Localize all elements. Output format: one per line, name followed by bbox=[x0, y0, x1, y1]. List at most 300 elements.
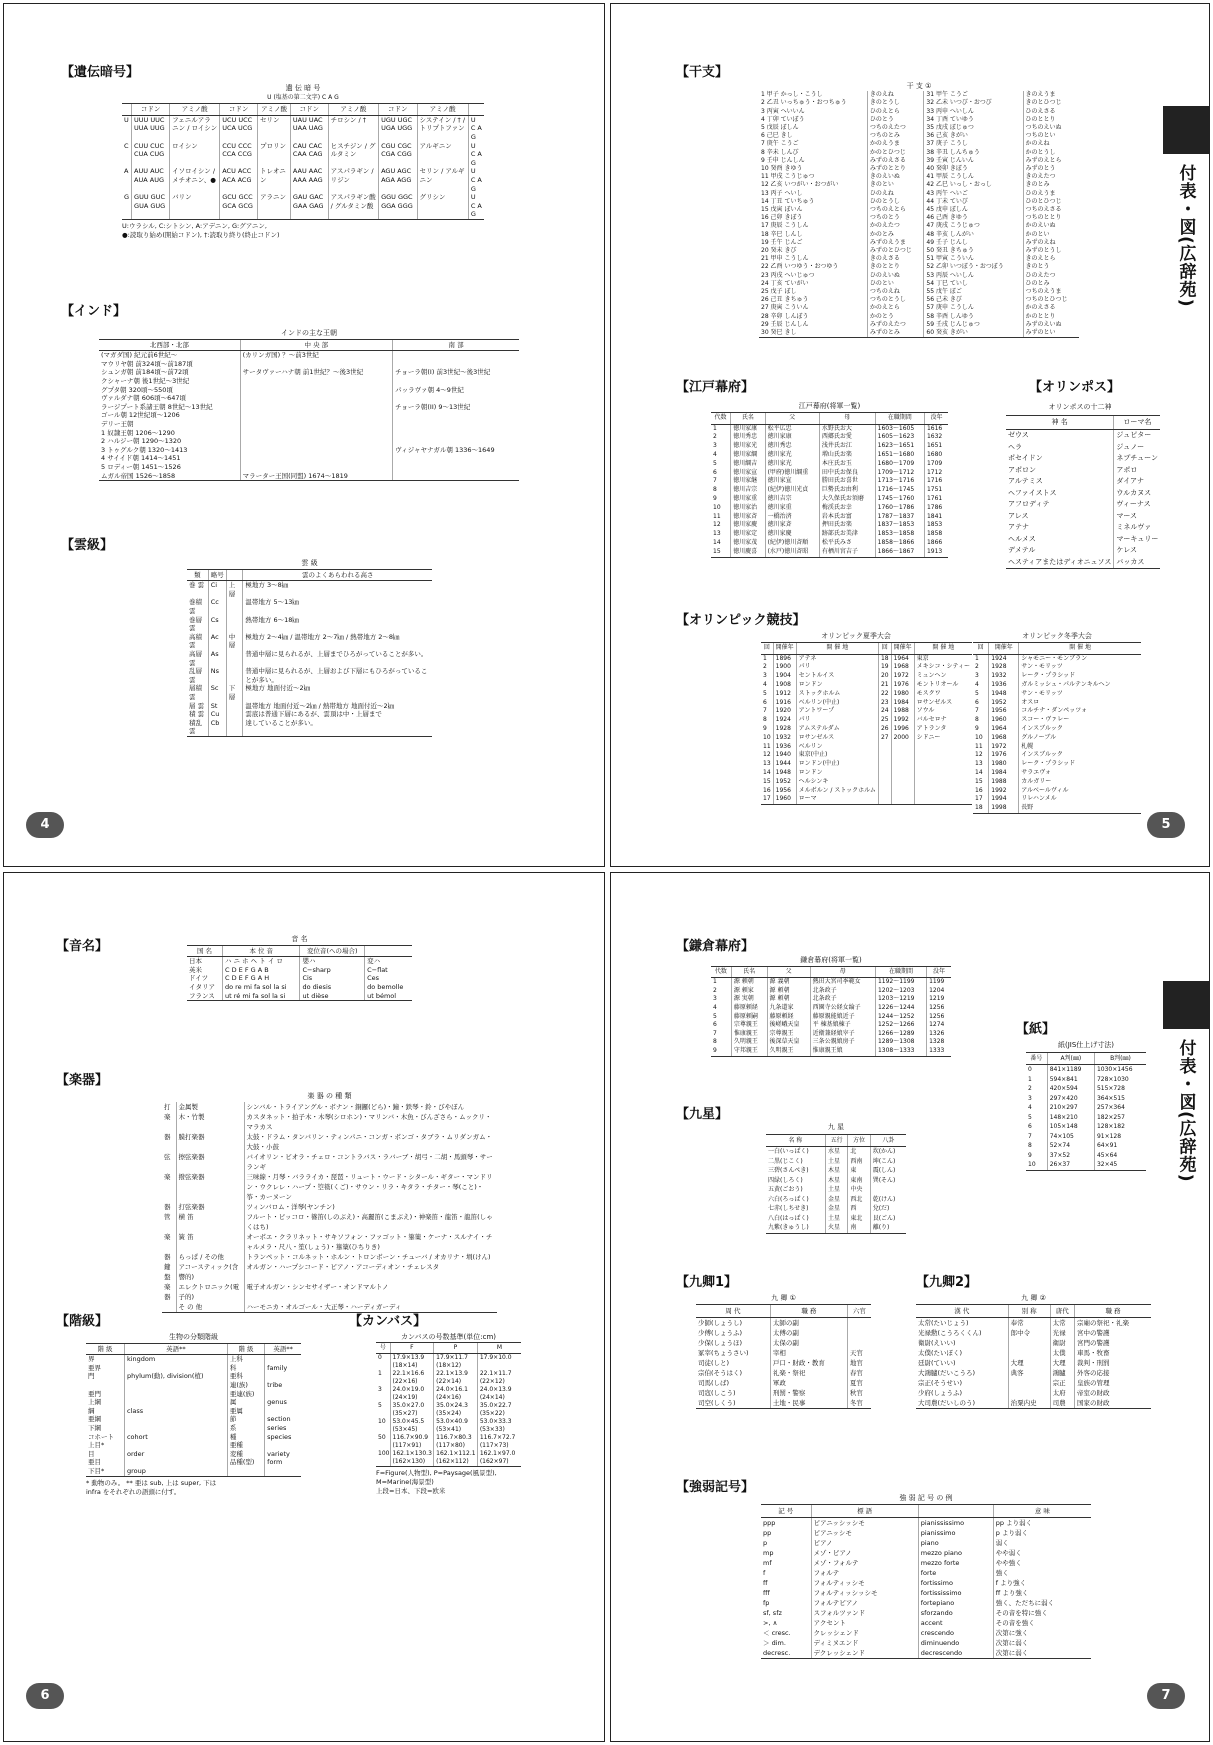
table-cell: 1761 bbox=[924, 495, 948, 504]
table-cell bbox=[393, 472, 519, 481]
kyusei-caption: 九 星 bbox=[827, 1123, 845, 1131]
table-cell: 1992 bbox=[989, 787, 1019, 796]
table-cell: ひのえさる bbox=[1023, 108, 1079, 116]
table-cell: 鍵盤 bbox=[164, 1263, 171, 1281]
table-cell: 宗伯(そうはく) bbox=[698, 1369, 743, 1377]
table-cell: コルチナ・ダンペッツォ bbox=[1019, 707, 1141, 716]
table-cell: レーク・プラシッド bbox=[1019, 672, 1141, 681]
table-cell: 23 丙戌 へいじゅつ bbox=[761, 271, 815, 279]
table-cell: 420×594 bbox=[1047, 1084, 1094, 1094]
table-cell: 18 bbox=[878, 654, 891, 663]
table-cell: 温帯地方 地面付近〜2㎞ / 熱帯地方 地面付近〜2㎞ bbox=[243, 702, 432, 711]
page-number: 7 bbox=[1147, 1683, 1185, 1709]
table-cell: pp より弱く bbox=[993, 1518, 1091, 1529]
column-header: ローマ名 bbox=[1114, 415, 1161, 430]
table-cell: 148×210 bbox=[1047, 1113, 1094, 1123]
table-row bbox=[1006, 442, 1160, 454]
heading-kaikyu: 【階級】 bbox=[56, 1314, 109, 1329]
table-cell: 15 bbox=[975, 777, 983, 785]
table-cell bbox=[891, 769, 914, 778]
kaikyu-table bbox=[86, 1333, 301, 1503]
table-row bbox=[761, 1618, 1091, 1628]
table-cell: メゾ・ピアノ bbox=[811, 1548, 918, 1558]
table-cell: 34 丁酉 ていゆう bbox=[924, 116, 1023, 124]
table-cell: 5 bbox=[975, 689, 979, 697]
table-row bbox=[761, 1608, 1091, 1618]
table-cell: 亜界 bbox=[88, 1363, 101, 1372]
table-row bbox=[766, 1185, 906, 1195]
table-cell: 515×728 bbox=[1094, 1084, 1146, 1094]
table-cell: 藤原頼経 bbox=[767, 1013, 810, 1022]
table-cell: 1 bbox=[975, 654, 979, 662]
column-header: 北西部・北部 bbox=[99, 339, 240, 351]
table-cell: Cc bbox=[208, 598, 226, 615]
table-cell: 押田氏お楽 bbox=[819, 521, 875, 530]
table-cell: ヘスティアまたはディオニュソス bbox=[1006, 557, 1114, 569]
column-header: 略号 bbox=[208, 569, 226, 581]
table-cell: 1920 bbox=[773, 707, 796, 716]
table-cell: アルギニン bbox=[417, 142, 468, 168]
table-cell: ローマ bbox=[796, 795, 878, 804]
table-cell: 53.0×45.5 (53×45) bbox=[390, 1418, 434, 1434]
table-row bbox=[99, 411, 519, 420]
table-cell bbox=[878, 751, 891, 760]
column-header: 中 央 部 bbox=[240, 339, 392, 351]
table-cell: サラエヴォ bbox=[1019, 769, 1141, 778]
table-cell: ベルリン(中止) bbox=[796, 699, 878, 708]
heading-kami: 【紙】 bbox=[1016, 1022, 1056, 1037]
table-cell: 24 bbox=[878, 707, 891, 716]
table-row bbox=[99, 437, 519, 446]
table-cell bbox=[393, 429, 519, 438]
heading-kyusei: 【九星】 bbox=[676, 1107, 729, 1122]
table-row bbox=[759, 304, 1079, 312]
table-row bbox=[162, 1232, 497, 1252]
table-cell: みずのととり bbox=[867, 165, 924, 173]
table-cell: やや強く bbox=[993, 1558, 1091, 1568]
table-cell: 震(しん) bbox=[870, 1166, 906, 1176]
table-cell: 2 bbox=[975, 663, 979, 671]
table-cell: 17 bbox=[761, 795, 773, 804]
table-cell: 297×420 bbox=[1047, 1094, 1094, 1104]
page-number: 4 bbox=[26, 812, 64, 838]
table-cell: マース bbox=[1114, 511, 1161, 523]
column-header: 回 bbox=[878, 642, 891, 654]
table-cell: 西郷氏お愛 bbox=[819, 433, 875, 442]
table-cell: 1994 bbox=[989, 795, 1019, 804]
table-cell: 司農 bbox=[1050, 1398, 1074, 1409]
table-row bbox=[759, 313, 1079, 321]
table-cell: 4 bbox=[763, 680, 767, 688]
table-cell bbox=[878, 778, 891, 787]
table-cell: 0 bbox=[378, 1354, 382, 1361]
table-cell: フォルティッシモ bbox=[811, 1578, 918, 1588]
table-cell: 下層 bbox=[226, 684, 243, 701]
table-cell: スフォルツァンド bbox=[811, 1608, 918, 1618]
table-row bbox=[1006, 511, 1160, 523]
table-cell bbox=[265, 1390, 301, 1399]
table-cell: 変種 bbox=[227, 1450, 264, 1459]
column-header: 英語** bbox=[124, 1343, 227, 1355]
table-cell: 1841 bbox=[924, 513, 948, 522]
table-cell: 岩本氏お富 bbox=[819, 513, 875, 522]
table-cell: 1932 bbox=[989, 672, 1019, 681]
table-cell: 52 乙卯 いつぼう・おつぼう bbox=[924, 263, 1023, 271]
table-cell: 長野 bbox=[1019, 804, 1141, 813]
table-cell: ストックホルム bbox=[796, 690, 878, 699]
table-row bbox=[122, 115, 484, 141]
table-cell: ut dièse bbox=[300, 992, 365, 1001]
table-cell: 西 bbox=[848, 1204, 870, 1214]
table-cell: GUU GUC GUA GUG bbox=[132, 193, 170, 219]
table-cell: アルベールヴィル bbox=[1019, 787, 1141, 796]
table-cell: 1928 bbox=[773, 725, 796, 734]
table-cell: U C A G bbox=[468, 167, 484, 193]
table-cell: f より強く bbox=[993, 1578, 1091, 1588]
table-cell: 大鴻臚(だいこうろ) bbox=[918, 1369, 976, 1377]
table-cell: 1787〜1837 bbox=[875, 513, 924, 522]
table-cell: みずのとうし bbox=[1023, 247, 1079, 255]
table-cell: 亜科 bbox=[227, 1372, 264, 1381]
table-cell: 31 甲午 こうご bbox=[924, 91, 1023, 99]
table-cell: family bbox=[265, 1364, 301, 1373]
table-cell: 7 bbox=[1028, 1132, 1032, 1140]
table-cell: 極地方 2〜4㎞ / 温帯地方 2〜7㎞ / 熱帯地方 2〜8㎞ bbox=[243, 633, 432, 650]
table-cell: 坤(こん) bbox=[870, 1157, 906, 1167]
table-row bbox=[86, 1415, 301, 1424]
column-header: 母 bbox=[810, 966, 875, 978]
side-tab bbox=[1163, 106, 1209, 308]
table-cell: 44 丁未 ていび bbox=[924, 198, 1023, 206]
table-cell: 1 bbox=[713, 424, 717, 432]
table-cell: インスブルック bbox=[1019, 725, 1141, 734]
table-cell: 徳川家綱 bbox=[731, 451, 765, 460]
table-cell: Cu bbox=[208, 710, 226, 719]
column-header: A判(㎜) bbox=[1047, 1052, 1094, 1065]
table-cell: 1853 bbox=[924, 521, 948, 530]
table-cell: 182×257 bbox=[1094, 1113, 1146, 1123]
column-header: 周 代 bbox=[696, 1305, 770, 1318]
table-cell: Sc bbox=[208, 684, 226, 701]
table-cell: マラーター王国(同盟) 1674〜1819 bbox=[240, 472, 392, 481]
table-cell: フォルテピアノ bbox=[811, 1598, 918, 1608]
table-row bbox=[761, 690, 972, 699]
table-cell: つちのえうま bbox=[1023, 288, 1079, 296]
table-row bbox=[761, 795, 972, 804]
table-cell: 惟康親王 bbox=[731, 1030, 767, 1039]
table-cell: accent bbox=[918, 1618, 993, 1628]
table-cell: series bbox=[265, 1424, 301, 1433]
table-cell: 裁判・刑罰 bbox=[1074, 1358, 1151, 1368]
heading-edo: 【江戸幕府】 bbox=[676, 380, 755, 395]
table-cell: AGU AGC AGA AGG bbox=[379, 167, 417, 193]
table-cell: 2 bbox=[1028, 1085, 1032, 1092]
table-cell: 土地・民事 bbox=[770, 1398, 847, 1409]
table-cell: 積乱雲 bbox=[187, 719, 208, 737]
table-cell bbox=[870, 1185, 906, 1195]
table-cell: 宗廟の祭祀・礼楽 bbox=[1074, 1318, 1151, 1329]
table-cell: ロンドン bbox=[796, 681, 878, 690]
table-cell: みずのとい bbox=[1023, 329, 1079, 338]
table-cell: 1980 bbox=[989, 760, 1019, 769]
table-cell: 徳川家光 bbox=[731, 442, 765, 451]
table-cell: ロサンゼルス bbox=[914, 699, 972, 708]
table-cell: sf, sfz bbox=[763, 1609, 782, 1617]
table-cell: 太府 bbox=[1050, 1388, 1074, 1398]
table-row bbox=[162, 1252, 497, 1262]
table-cell: アントワープ bbox=[796, 707, 878, 716]
table-cell: 巻 雲 bbox=[189, 581, 205, 590]
table-cell: 二黒(じこく) bbox=[768, 1157, 803, 1165]
table-cell: フォルテ bbox=[811, 1568, 918, 1578]
table-row bbox=[761, 1548, 1091, 1558]
winter-olympics-table bbox=[973, 632, 1141, 822]
table-cell: 2 bbox=[713, 433, 717, 441]
heading-olympus: 【オリンポス】 bbox=[1029, 380, 1121, 395]
table-cell: 大理 bbox=[1008, 1358, 1050, 1368]
column-header: 没年 bbox=[924, 412, 948, 424]
table-row bbox=[711, 451, 948, 460]
table-cell: 宮中の警護 bbox=[1074, 1328, 1151, 1338]
table-cell: 26 bbox=[878, 725, 891, 734]
table-cell: アポロ bbox=[1114, 465, 1161, 477]
table-cell: 三碧(さんぺき) bbox=[768, 1167, 809, 1174]
heading-india: 【インド】 bbox=[61, 304, 127, 319]
table-cell: 6 bbox=[713, 468, 717, 476]
table-cell bbox=[393, 454, 519, 463]
table-row bbox=[86, 1424, 301, 1433]
table-row bbox=[973, 681, 1141, 690]
table-cell: 層 雲 bbox=[189, 701, 205, 710]
column-header: 記 号 bbox=[761, 1505, 811, 1518]
column-header: コドン bbox=[132, 104, 170, 116]
table-cell: パッラヴァ朝 4〜9世紀 bbox=[393, 386, 519, 395]
table-cell: 105×148 bbox=[1047, 1122, 1094, 1132]
table-cell: 18 bbox=[973, 804, 989, 813]
table-cell: 9 壬申 じんしん bbox=[761, 156, 805, 164]
table-cell: 24 丁亥 ていがい bbox=[761, 279, 809, 287]
table-cell: モントリオール bbox=[914, 681, 972, 690]
table-cell: fortepiano bbox=[918, 1598, 993, 1608]
table-cell: tribe bbox=[265, 1381, 301, 1390]
table-cell: アテネ bbox=[796, 654, 878, 663]
table-cell: 6 bbox=[1028, 1123, 1032, 1130]
column-header: P bbox=[434, 1343, 478, 1354]
table-cell: 徳川慶喜 bbox=[731, 548, 765, 557]
table-row bbox=[761, 1628, 1091, 1638]
table-row bbox=[761, 1568, 1091, 1578]
table-cell: つちのとみ bbox=[867, 132, 924, 140]
table-cell bbox=[226, 710, 243, 719]
table-cell: アフロディテ bbox=[1008, 500, 1050, 508]
table-cell: decresc. bbox=[761, 1648, 811, 1659]
table-cell bbox=[227, 1467, 264, 1476]
table-cell: ヘラ bbox=[1008, 442, 1022, 451]
table-row bbox=[187, 983, 412, 992]
table-cell: 116.7×72.7 (117×73) bbox=[477, 1434, 521, 1450]
table-cell: ひのえいぬ bbox=[867, 272, 924, 280]
table-cell: ppp bbox=[763, 1519, 776, 1527]
table-cell: 強く、ただちに弱く bbox=[993, 1598, 1091, 1608]
table-cell: ピアニッシッシモ bbox=[811, 1518, 918, 1529]
table-row bbox=[711, 1004, 951, 1013]
table-cell: 中央 bbox=[848, 1185, 870, 1195]
table-row bbox=[761, 1638, 1091, 1648]
canvas-note: F=Figure(人物型), P=Paysage(風景型), M=Marine(海景型) 上段=日本、下段=欧米 bbox=[376, 1469, 497, 1495]
table-row bbox=[86, 1467, 301, 1476]
table-cell: きのととり bbox=[867, 263, 924, 271]
table-cell: 162.1×130.3 (162×130) bbox=[390, 1450, 434, 1467]
table-cell: 1896 bbox=[773, 654, 796, 663]
kyukei2-table bbox=[916, 1293, 1151, 1418]
table-cell: 1716〜1745 bbox=[875, 486, 924, 495]
table-cell: 増山氏お楽 bbox=[819, 451, 875, 460]
table-row bbox=[916, 1338, 1151, 1348]
table-cell: デメテル bbox=[1008, 546, 1036, 554]
table-cell: きのえうま bbox=[1023, 91, 1079, 99]
table-row bbox=[761, 1588, 1091, 1598]
table-cell: エレクトロニック(電子的) bbox=[176, 1282, 244, 1302]
table-cell: 7 bbox=[975, 707, 979, 715]
table-cell: つちのえいぬ bbox=[1023, 124, 1079, 132]
table-cell: 35.0×22.7 (35×22) bbox=[477, 1402, 521, 1418]
table-cell: 1912 bbox=[773, 690, 796, 699]
table-cell: 25 戊子 ぼし bbox=[761, 288, 797, 296]
table-row bbox=[759, 181, 1079, 189]
table-cell: 53.0×40.9 (53×41) bbox=[434, 1418, 478, 1434]
table-cell bbox=[914, 778, 972, 787]
table-cell: 841×1189 bbox=[1047, 1065, 1094, 1075]
table-cell: サン・モリッツ bbox=[1019, 663, 1141, 672]
table-cell bbox=[226, 667, 243, 684]
table-cell: mp bbox=[763, 1549, 774, 1557]
table-cell: ベルリン bbox=[796, 743, 878, 752]
table-row bbox=[973, 690, 1141, 699]
table-cell: 徳川家茂 bbox=[731, 539, 765, 548]
column-header: コドン bbox=[290, 104, 328, 116]
column-header: 父 bbox=[767, 966, 810, 978]
table-cell: 43 丙午 へいご bbox=[924, 190, 1023, 198]
table-cell: 1252〜1266 bbox=[875, 1021, 926, 1030]
table-cell: ＜ cresc. bbox=[763, 1629, 791, 1637]
table-cell: ピアニッシモ bbox=[811, 1528, 918, 1538]
table-row bbox=[187, 684, 432, 701]
table-cell: 14 丁丑 ていちゅう bbox=[761, 197, 815, 205]
table-row bbox=[162, 1212, 497, 1232]
table-cell: 1952 bbox=[989, 699, 1019, 708]
column-header: 開 催 地 bbox=[914, 642, 972, 654]
table-cell: 系 bbox=[227, 1424, 264, 1433]
kyojaku-caption: 強 弱 記 号 の 例 bbox=[899, 1494, 953, 1502]
table-cell bbox=[1008, 1338, 1050, 1348]
table-cell: 64×91 bbox=[1094, 1141, 1146, 1151]
table-cell: ネプチューン bbox=[1114, 453, 1161, 465]
table-cell: 11 bbox=[975, 742, 983, 750]
table-row bbox=[761, 760, 972, 769]
table-row bbox=[761, 1558, 1091, 1568]
table-cell: 西園寺公経女綸子 bbox=[810, 1004, 875, 1013]
table-cell: 源 義朝 bbox=[767, 978, 810, 987]
table-cell: 210×297 bbox=[1047, 1103, 1094, 1113]
column-header: 階 級 bbox=[86, 1343, 124, 1355]
table-cell: 東京 bbox=[914, 654, 972, 663]
table-cell: 22.1×11.7 (22×12) bbox=[477, 1370, 521, 1386]
column-header: 漢 代 bbox=[916, 1305, 1008, 1318]
table-cell: 梅渓氏お幸 bbox=[819, 504, 875, 513]
table-row bbox=[766, 1157, 906, 1167]
table-cell: ロンドン bbox=[796, 769, 878, 778]
table-cell: 五黄(ごおう) bbox=[768, 1186, 803, 1193]
table-cell: 1030×1456 bbox=[1094, 1065, 1146, 1075]
side-tab-block bbox=[1163, 981, 1209, 1029]
table-cell: 1204 bbox=[927, 987, 951, 996]
table-cell bbox=[240, 386, 392, 395]
table-cell bbox=[240, 403, 392, 412]
table-cell: 太鼓・ドラム・タンバリン・ティンパニ・コンガ・ボンゴ・タブラ・ムリダンガム・大鼓・小鼓 bbox=[244, 1132, 497, 1152]
table-cell: 普通中層に見られるが、上層までひろがっていることが多い。 bbox=[243, 650, 432, 667]
table-row bbox=[99, 351, 519, 360]
table-cell: 打弦楽器 bbox=[176, 1202, 244, 1212]
table-cell: 南 bbox=[848, 1223, 870, 1233]
table-cell: 外客の応接 bbox=[1074, 1368, 1151, 1378]
table-cell: 37 庚子 こうし bbox=[924, 140, 1023, 148]
table-row bbox=[759, 157, 1079, 165]
table-cell: ACU ACC ACA ACG bbox=[220, 167, 258, 193]
table-cell: 1972 bbox=[891, 672, 914, 681]
table-cell: 宗尊親王 bbox=[767, 1030, 810, 1039]
kyukei1-table bbox=[696, 1293, 871, 1418]
genetic-code-note: U:ウラシル, C:シトシン, A:アデニン, G:グアニン, ●:読取り始め(開始コドン), †:読取り終り(終止コドン) bbox=[122, 221, 280, 239]
olympus-table bbox=[1006, 402, 1159, 587]
table-cell: ゴール朝 12世紀頃〜1206 bbox=[101, 411, 180, 420]
table-cell: 4 bbox=[975, 680, 979, 688]
table-cell: 亜綱 bbox=[88, 1415, 101, 1424]
table-cell: 1956 bbox=[773, 787, 796, 796]
table-cell: 戸口・財政・教育 bbox=[770, 1358, 847, 1368]
table-row bbox=[86, 1450, 301, 1459]
table-cell: 14 bbox=[763, 768, 771, 776]
column-header: 南 部 bbox=[393, 339, 519, 351]
table-cell: 12 bbox=[975, 751, 983, 759]
table-cell: 2 bbox=[763, 663, 767, 671]
india-table bbox=[99, 329, 519, 509]
table-cell: 1904 bbox=[773, 672, 796, 681]
table-row bbox=[973, 716, 1141, 725]
table-cell: 源 実朝 bbox=[731, 995, 767, 1004]
table-cell: 徳川吉宗 bbox=[731, 486, 765, 495]
table-cell: 3 トゥグルク朝 1320〜1413 bbox=[101, 445, 188, 454]
table-cell bbox=[393, 463, 519, 472]
table-cell: きのえね bbox=[867, 91, 924, 99]
table-cell: サン・モリッツ bbox=[1019, 690, 1141, 699]
table-row bbox=[761, 681, 972, 690]
table-cell: アスパラギン酸 / グルタミン酸 bbox=[328, 193, 378, 219]
table-cell: 8 bbox=[713, 486, 717, 494]
table-cell: 鴻臚 bbox=[1050, 1368, 1074, 1378]
table-cell: 11 bbox=[763, 742, 771, 750]
column-header: 開催年 bbox=[773, 642, 796, 654]
table-row bbox=[99, 463, 519, 472]
table-cell: 次第に弱く bbox=[993, 1648, 1091, 1659]
table-cell: フランス bbox=[187, 992, 222, 1001]
table-row bbox=[759, 190, 1079, 198]
table-cell: 35.0×24.3 (35×24) bbox=[434, 1402, 478, 1418]
table-cell: 層積雲 bbox=[189, 684, 202, 701]
table-row bbox=[759, 329, 1079, 338]
table-cell: かのえたつ bbox=[867, 222, 924, 230]
table-cell: 藤原親能娘近子 bbox=[810, 1013, 875, 1022]
table-cell: 器 bbox=[164, 1203, 171, 1211]
